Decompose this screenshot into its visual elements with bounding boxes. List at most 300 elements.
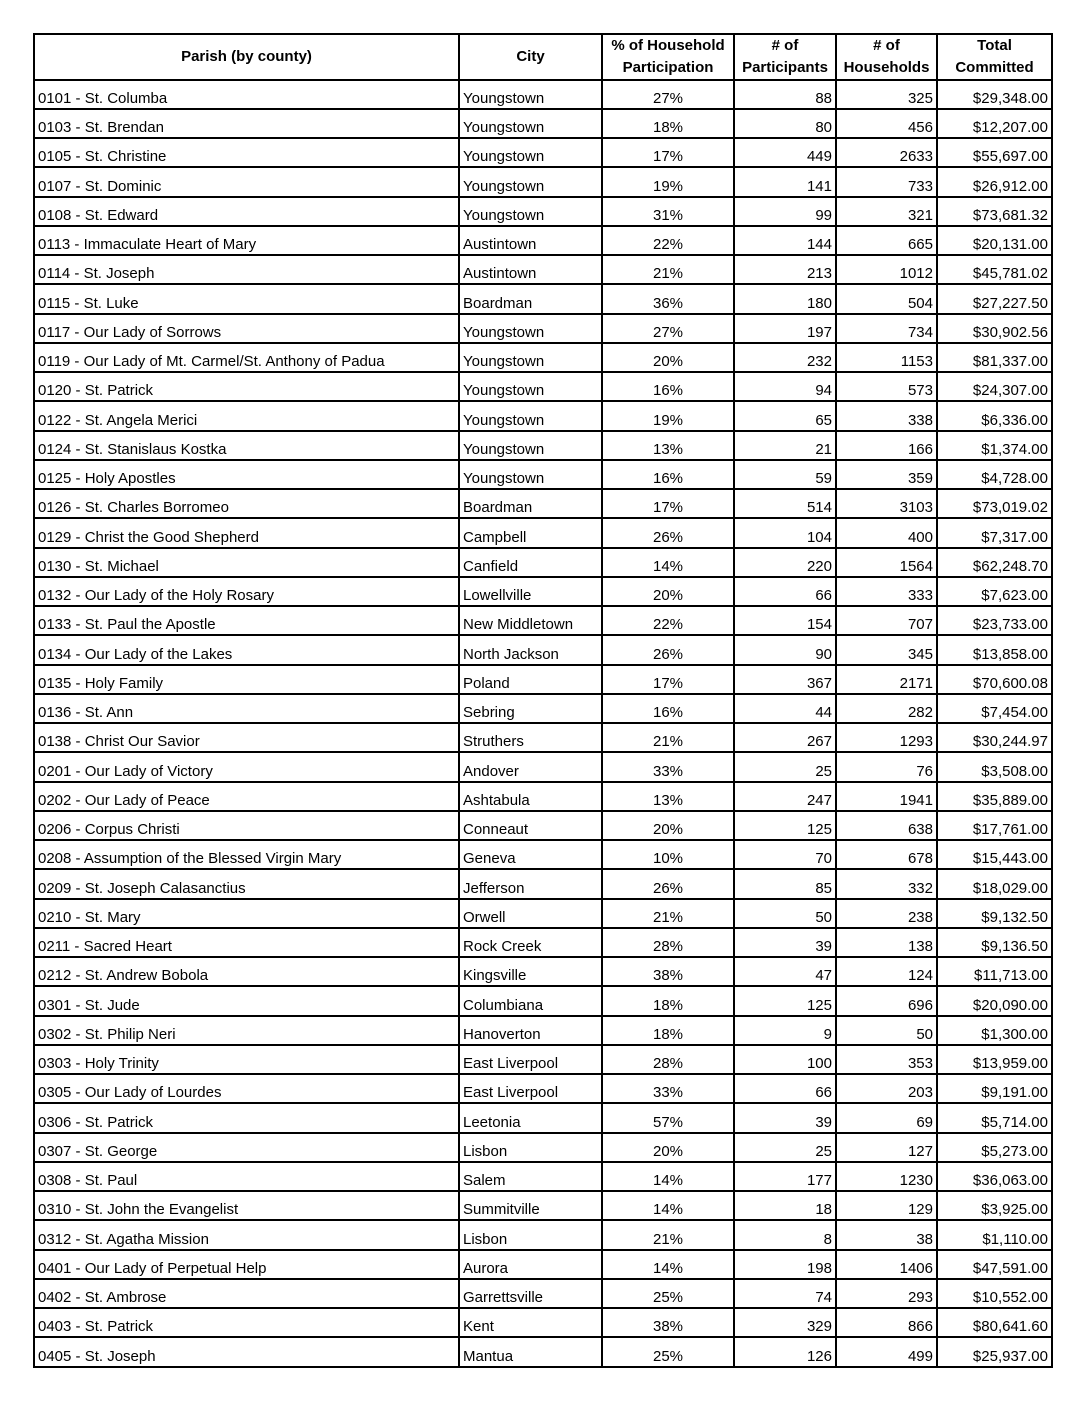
cell-parish: 0107 - St. Dominic: [34, 167, 459, 196]
cell-total-committed: $36,063.00: [937, 1162, 1052, 1191]
cell-parish: 0136 - St. Ann: [34, 694, 459, 723]
table-row: [34, 284, 1052, 313]
cell-total-committed: $9,132.50: [937, 899, 1052, 928]
table-row: [34, 869, 1052, 898]
table-row: [34, 255, 1052, 284]
cell-total-committed: $30,244.97: [937, 723, 1052, 752]
cell-household-participation: 14%: [602, 1250, 734, 1279]
cell-participants: 39: [734, 1103, 836, 1132]
cell-parish: 0103 - St. Brendan: [34, 109, 459, 138]
cell-households: 638: [836, 811, 937, 840]
cell-total-committed: $7,317.00: [937, 518, 1052, 547]
cell-city: Austintown: [459, 255, 602, 284]
parish-participation-table: [33, 33, 1053, 1368]
cell-participants: 125: [734, 811, 836, 840]
cell-city: North Jackson: [459, 635, 602, 664]
cell-participants: 367: [734, 665, 836, 694]
cell-households: 456: [836, 109, 937, 138]
table-row: [34, 460, 1052, 489]
cell-city: Boardman: [459, 489, 602, 518]
cell-total-committed: $13,959.00: [937, 1045, 1052, 1074]
table-row: [34, 811, 1052, 840]
cell-households: 733: [836, 167, 937, 196]
table-row: [34, 1279, 1052, 1308]
cell-city: Poland: [459, 665, 602, 694]
table-row: [34, 138, 1052, 167]
cell-total-committed: $1,300.00: [937, 1016, 1052, 1045]
cell-parish: 0105 - St. Christine: [34, 138, 459, 167]
cell-total-committed: $18,029.00: [937, 869, 1052, 898]
cell-household-participation: 20%: [602, 1133, 734, 1162]
table-row: [34, 986, 1052, 1015]
cell-participants: 198: [734, 1250, 836, 1279]
table-row: [34, 518, 1052, 547]
cell-total-committed: $47,591.00: [937, 1250, 1052, 1279]
cell-city: Ashtabula: [459, 782, 602, 811]
cell-parish: 0117 - Our Lady of Sorrows: [34, 314, 459, 343]
table-row: [34, 1250, 1052, 1279]
cell-participants: 65: [734, 401, 836, 430]
cell-households: 138: [836, 928, 937, 957]
cell-households: 400: [836, 518, 937, 547]
cell-city: East Liverpool: [459, 1074, 602, 1103]
cell-parish: 0201 - Our Lady of Victory: [34, 752, 459, 781]
cell-city: Campbell: [459, 518, 602, 547]
cell-household-participation: 28%: [602, 928, 734, 957]
cell-total-committed: $1,374.00: [937, 431, 1052, 460]
header-households-line1: # of: [873, 37, 900, 54]
cell-households: 50: [836, 1016, 937, 1045]
cell-household-participation: 21%: [602, 255, 734, 284]
cell-households: 345: [836, 635, 937, 664]
cell-households: 338: [836, 401, 937, 430]
cell-households: 2171: [836, 665, 937, 694]
cell-total-committed: $81,337.00: [937, 343, 1052, 372]
table-row: [34, 1337, 1052, 1366]
cell-total-committed: $24,307.00: [937, 372, 1052, 401]
table-row: [34, 1045, 1052, 1074]
header-participants: [734, 34, 836, 80]
cell-household-participation: 38%: [602, 1308, 734, 1337]
cell-parish: 0138 - Christ Our Savior: [34, 723, 459, 752]
cell-household-participation: 17%: [602, 138, 734, 167]
cell-participants: 44: [734, 694, 836, 723]
cell-household-participation: 20%: [602, 343, 734, 372]
cell-total-committed: $55,697.00: [937, 138, 1052, 167]
cell-total-committed: $4,728.00: [937, 460, 1052, 489]
cell-total-committed: $12,207.00: [937, 109, 1052, 138]
cell-participants: 21: [734, 431, 836, 460]
header-city-label: City: [516, 47, 545, 65]
table-row: [34, 723, 1052, 752]
cell-households: 504: [836, 284, 937, 313]
cell-parish: 0126 - St. Charles Borromeo: [34, 489, 459, 518]
cell-households: 707: [836, 606, 937, 635]
cell-household-participation: 18%: [602, 109, 734, 138]
cell-household-participation: 16%: [602, 694, 734, 723]
cell-parish: 0101 - St. Columba: [34, 80, 459, 109]
cell-city: East Liverpool: [459, 1045, 602, 1074]
cell-participants: 94: [734, 372, 836, 401]
cell-household-participation: 10%: [602, 840, 734, 869]
cell-city: Austintown: [459, 226, 602, 255]
table-row: [34, 80, 1052, 109]
cell-city: Youngstown: [459, 460, 602, 489]
cell-city: Youngstown: [459, 197, 602, 226]
header-household-participation: [602, 34, 734, 80]
cell-city: Kingsville: [459, 957, 602, 986]
cell-household-participation: 21%: [602, 1220, 734, 1249]
table-row: [34, 1220, 1052, 1249]
cell-households: 203: [836, 1074, 937, 1103]
cell-parish: 0302 - St. Philip Neri: [34, 1016, 459, 1045]
cell-households: 665: [836, 226, 937, 255]
cell-city: Lisbon: [459, 1220, 602, 1249]
table-row: [34, 694, 1052, 723]
cell-participants: 141: [734, 167, 836, 196]
table-row: [34, 431, 1052, 460]
cell-parish: 0122 - St. Angela Merici: [34, 401, 459, 430]
table-row: [34, 957, 1052, 986]
cell-participants: 449: [734, 138, 836, 167]
cell-total-committed: $20,090.00: [937, 986, 1052, 1015]
cell-city: Youngstown: [459, 109, 602, 138]
cell-household-participation: 26%: [602, 518, 734, 547]
cell-parish: 0115 - St. Luke: [34, 284, 459, 313]
cell-households: 1564: [836, 548, 937, 577]
cell-household-participation: 19%: [602, 401, 734, 430]
cell-participants: 25: [734, 752, 836, 781]
cell-participants: 267: [734, 723, 836, 752]
cell-total-committed: $17,761.00: [937, 811, 1052, 840]
cell-household-participation: 20%: [602, 577, 734, 606]
cell-parish: 0129 - Christ the Good Shepherd: [34, 518, 459, 547]
table-row: [34, 577, 1052, 606]
cell-households: 321: [836, 197, 937, 226]
table-row: [34, 548, 1052, 577]
cell-household-participation: 17%: [602, 665, 734, 694]
cell-household-participation: 22%: [602, 606, 734, 635]
cell-participants: 220: [734, 548, 836, 577]
cell-household-participation: 27%: [602, 314, 734, 343]
cell-city: Canfield: [459, 548, 602, 577]
table-row: [34, 1308, 1052, 1337]
cell-household-participation: 14%: [602, 548, 734, 577]
cell-participants: 232: [734, 343, 836, 372]
cell-parish: 0114 - St. Joseph: [34, 255, 459, 284]
table-row: [34, 1103, 1052, 1132]
cell-parish: 0130 - St. Michael: [34, 548, 459, 577]
cell-households: 1012: [836, 255, 937, 284]
table-row: [34, 665, 1052, 694]
cell-total-committed: $29,348.00: [937, 80, 1052, 109]
cell-household-participation: 38%: [602, 957, 734, 986]
header-participants-line2: Participants: [742, 58, 828, 76]
table-row: [34, 314, 1052, 343]
header-parish: [34, 34, 459, 80]
cell-total-committed: $80,641.60: [937, 1308, 1052, 1337]
cell-household-participation: 22%: [602, 226, 734, 255]
cell-parish: 0308 - St. Paul: [34, 1162, 459, 1191]
cell-total-committed: $5,273.00: [937, 1133, 1052, 1162]
cell-participants: 329: [734, 1308, 836, 1337]
cell-households: 127: [836, 1133, 937, 1162]
cell-parish: 0120 - St. Patrick: [34, 372, 459, 401]
cell-parish: 0113 - Immaculate Heart of Mary: [34, 226, 459, 255]
cell-households: 1406: [836, 1250, 937, 1279]
cell-households: 129: [836, 1191, 937, 1220]
cell-households: 332: [836, 869, 937, 898]
cell-households: 76: [836, 752, 937, 781]
cell-total-committed: $3,925.00: [937, 1191, 1052, 1220]
cell-total-committed: $5,714.00: [937, 1103, 1052, 1132]
cell-participants: 47: [734, 957, 836, 986]
cell-households: 866: [836, 1308, 937, 1337]
cell-household-participation: 21%: [602, 723, 734, 752]
cell-households: 166: [836, 431, 937, 460]
cell-city: Youngstown: [459, 314, 602, 343]
cell-parish: 0206 - Corpus Christi: [34, 811, 459, 840]
table-row: [34, 372, 1052, 401]
cell-household-participation: 13%: [602, 431, 734, 460]
cell-total-committed: $30,902.56: [937, 314, 1052, 343]
table-row: [34, 752, 1052, 781]
cell-participants: 213: [734, 255, 836, 284]
cell-households: 38: [836, 1220, 937, 1249]
cell-participants: 104: [734, 518, 836, 547]
cell-participants: 66: [734, 577, 836, 606]
cell-city: Conneaut: [459, 811, 602, 840]
cell-household-participation: 21%: [602, 899, 734, 928]
cell-household-participation: 16%: [602, 372, 734, 401]
cell-household-participation: 16%: [602, 460, 734, 489]
table-row: [34, 782, 1052, 811]
cell-households: 353: [836, 1045, 937, 1074]
table-row: [34, 109, 1052, 138]
cell-households: 1293: [836, 723, 937, 752]
cell-household-participation: 18%: [602, 1016, 734, 1045]
cell-participants: 514: [734, 489, 836, 518]
cell-total-committed: $10,552.00: [937, 1279, 1052, 1308]
cell-total-committed: $23,733.00: [937, 606, 1052, 635]
cell-parish: 0303 - Holy Trinity: [34, 1045, 459, 1074]
cell-parish: 0202 - Our Lady of Peace: [34, 782, 459, 811]
cell-parish: 0312 - St. Agatha Mission: [34, 1220, 459, 1249]
cell-city: Youngstown: [459, 401, 602, 430]
table-row: [34, 197, 1052, 226]
cell-household-participation: 14%: [602, 1191, 734, 1220]
header-households-line2: Households: [843, 58, 930, 76]
cell-participants: 85: [734, 869, 836, 898]
cell-households: 333: [836, 577, 937, 606]
cell-city: Hanoverton: [459, 1016, 602, 1045]
cell-household-participation: 18%: [602, 986, 734, 1015]
cell-city: Rock Creek: [459, 928, 602, 957]
cell-household-participation: 33%: [602, 1074, 734, 1103]
table-header: [34, 34, 1052, 80]
cell-total-committed: $3,508.00: [937, 752, 1052, 781]
table-row: [34, 1133, 1052, 1162]
cell-total-committed: $62,248.70: [937, 548, 1052, 577]
cell-parish: 0125 - Holy Apostles: [34, 460, 459, 489]
cell-participants: 126: [734, 1337, 836, 1366]
cell-city: Salem: [459, 1162, 602, 1191]
cell-households: 238: [836, 899, 937, 928]
cell-parish: 0211 - Sacred Heart: [34, 928, 459, 957]
cell-participants: 74: [734, 1279, 836, 1308]
cell-city: Youngstown: [459, 167, 602, 196]
cell-participants: 177: [734, 1162, 836, 1191]
cell-parish: 0401 - Our Lady of Perpetual Help: [34, 1250, 459, 1279]
cell-parish: 0210 - St. Mary: [34, 899, 459, 928]
cell-participants: 9: [734, 1016, 836, 1045]
header-participants-line1: # of: [771, 37, 799, 54]
cell-households: 1153: [836, 343, 937, 372]
cell-households: 499: [836, 1337, 937, 1366]
cell-parish: 0305 - Our Lady of Lourdes: [34, 1074, 459, 1103]
cell-participants: 144: [734, 226, 836, 255]
cell-participants: 99: [734, 197, 836, 226]
cell-total-committed: $27,227.50: [937, 284, 1052, 313]
cell-parish: 0306 - St. Patrick: [34, 1103, 459, 1132]
cell-city: Youngstown: [459, 372, 602, 401]
cell-city: Orwell: [459, 899, 602, 928]
table-row: [34, 167, 1052, 196]
cell-total-committed: $73,019.02: [937, 489, 1052, 518]
cell-parish: 0209 - St. Joseph Calasanctius: [34, 869, 459, 898]
header-city: [459, 34, 602, 80]
table-row: [34, 489, 1052, 518]
cell-participants: 25: [734, 1133, 836, 1162]
cell-participants: 197: [734, 314, 836, 343]
cell-city: Sebring: [459, 694, 602, 723]
cell-household-participation: 27%: [602, 80, 734, 109]
cell-household-participation: 31%: [602, 197, 734, 226]
cell-city: Mantua: [459, 1337, 602, 1366]
cell-households: 359: [836, 460, 937, 489]
cell-participants: 50: [734, 899, 836, 928]
cell-participants: 154: [734, 606, 836, 635]
cell-city: Boardman: [459, 284, 602, 313]
cell-household-participation: 28%: [602, 1045, 734, 1074]
cell-total-committed: $70,600.08: [937, 665, 1052, 694]
cell-parish: 0108 - St. Edward: [34, 197, 459, 226]
cell-households: 124: [836, 957, 937, 986]
cell-city: Youngstown: [459, 80, 602, 109]
cell-household-participation: 13%: [602, 782, 734, 811]
cell-households: 1941: [836, 782, 937, 811]
cell-city: Columbiana: [459, 986, 602, 1015]
cell-parish: 0307 - St. George: [34, 1133, 459, 1162]
cell-city: Geneva: [459, 840, 602, 869]
cell-parish: 0133 - St. Paul the Apostle: [34, 606, 459, 635]
cell-household-participation: 17%: [602, 489, 734, 518]
cell-parish: 0134 - Our Lady of the Lakes: [34, 635, 459, 664]
table-row: [34, 635, 1052, 664]
table-row: [34, 928, 1052, 957]
cell-household-participation: 14%: [602, 1162, 734, 1191]
cell-city: Struthers: [459, 723, 602, 752]
cell-participants: 100: [734, 1045, 836, 1074]
header-pct-line1: % of Household: [611, 37, 725, 54]
header-total-line1: Total: [977, 37, 1012, 54]
header-row: [34, 34, 1052, 80]
cell-city: Garrettsville: [459, 1279, 602, 1308]
cell-city: New Middletown: [459, 606, 602, 635]
table-row: [34, 1016, 1052, 1045]
cell-households: 282: [836, 694, 937, 723]
cell-participants: 125: [734, 986, 836, 1015]
cell-city: Summitville: [459, 1191, 602, 1220]
cell-parish: 0405 - St. Joseph: [34, 1337, 459, 1366]
cell-city: Kent: [459, 1308, 602, 1337]
cell-households: 69: [836, 1103, 937, 1132]
cell-parish: 0119 - Our Lady of Mt. Carmel/St. Anthony of Padua: [34, 343, 459, 372]
cell-households: 573: [836, 372, 937, 401]
cell-parish: 0208 - Assumption of the Blessed Virgin Mary: [34, 840, 459, 869]
cell-participants: 180: [734, 284, 836, 313]
cell-city: Lowellville: [459, 577, 602, 606]
cell-household-participation: 25%: [602, 1337, 734, 1366]
cell-participants: 90: [734, 635, 836, 664]
cell-household-participation: 20%: [602, 811, 734, 840]
cell-total-committed: $7,623.00: [937, 577, 1052, 606]
cell-total-committed: $1,110.00: [937, 1220, 1052, 1249]
table-row: [34, 1191, 1052, 1220]
cell-households: 3103: [836, 489, 937, 518]
table-row: [34, 1074, 1052, 1103]
cell-household-participation: 26%: [602, 869, 734, 898]
cell-households: 2633: [836, 138, 937, 167]
cell-city: Youngstown: [459, 343, 602, 372]
cell-parish: 0132 - Our Lady of the Holy Rosary: [34, 577, 459, 606]
table-row: [34, 606, 1052, 635]
header-pct-line2: Participation: [622, 58, 714, 76]
cell-participants: 70: [734, 840, 836, 869]
header-households: [836, 34, 937, 80]
cell-household-participation: 25%: [602, 1279, 734, 1308]
cell-parish: 0212 - St. Andrew Bobola: [34, 957, 459, 986]
cell-total-committed: $45,781.02: [937, 255, 1052, 284]
cell-total-committed: $20,131.00: [937, 226, 1052, 255]
cell-city: Jefferson: [459, 869, 602, 898]
table-row: [34, 226, 1052, 255]
cell-household-participation: 57%: [602, 1103, 734, 1132]
cell-parish: 0301 - St. Jude: [34, 986, 459, 1015]
cell-parish: 0310 - St. John the Evangelist: [34, 1191, 459, 1220]
cell-parish: 0402 - St. Ambrose: [34, 1279, 459, 1308]
cell-participants: 88: [734, 80, 836, 109]
cell-participants: 59: [734, 460, 836, 489]
cell-total-committed: $9,191.00: [937, 1074, 1052, 1103]
cell-total-committed: $73,681.32: [937, 197, 1052, 226]
cell-total-committed: $7,454.00: [937, 694, 1052, 723]
cell-parish: 0403 - St. Patrick: [34, 1308, 459, 1337]
cell-households: 1230: [836, 1162, 937, 1191]
cell-city: Andover: [459, 752, 602, 781]
cell-city: Leetonia: [459, 1103, 602, 1132]
cell-participants: 8: [734, 1220, 836, 1249]
cell-participants: 18: [734, 1191, 836, 1220]
cell-household-participation: 36%: [602, 284, 734, 313]
cell-households: 734: [836, 314, 937, 343]
cell-household-participation: 33%: [602, 752, 734, 781]
cell-households: 678: [836, 840, 937, 869]
cell-total-committed: $26,912.00: [937, 167, 1052, 196]
cell-parish: 0135 - Holy Family: [34, 665, 459, 694]
cell-households: 696: [836, 986, 937, 1015]
cell-households: 293: [836, 1279, 937, 1308]
